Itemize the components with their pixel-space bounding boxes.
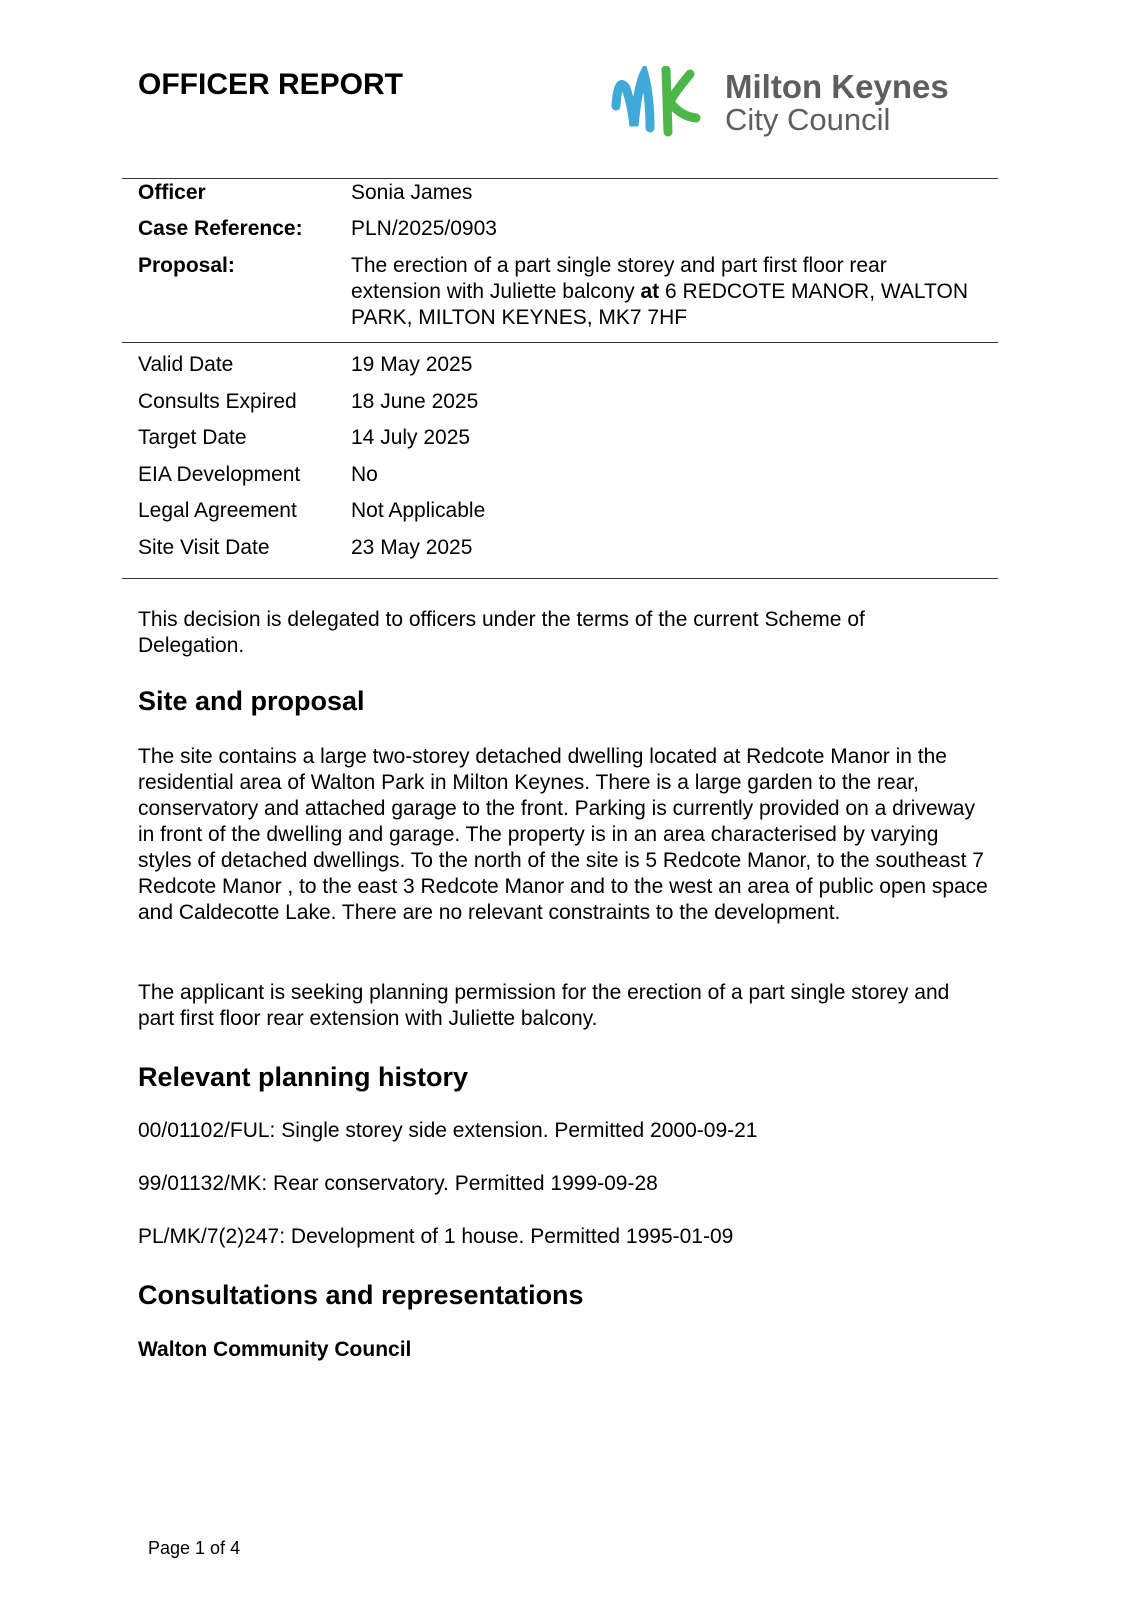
history-item: 99/01132/MK: Rear conservatory. Permitted 1999-09-28 bbox=[138, 1172, 658, 1195]
site-paragraph-2: The applicant is seeking planning permission for the erection of a part single storey and part first floor rear extension with Juliette balcony. bbox=[138, 981, 950, 1030]
document-page: OFFICER REPORT Milton Keynes City Council Officer Sonia James Case Reference: PLN/2025/0903 Proposal: The erection of a part single storey and part first floor rear extension with Juliette balcony at 6 REDCOTE MANOR, WALTON PARK, MILTON KEYNES, MK7 7HF Valid Date 19 May 2025 Consults Expired 18 June 2025 Target Date 14 July 2025 EIA Development No Legal Agreement Not Applicable Site Visit Date 23 May 2025 This decision is delegated to officers under the terms of the current Scheme of Delegation. Site and proposal The site contains a large two-storey detached dwelling located at Redcote Manor in the residential area of Walton Park in Milton Keynes. There is a large garden to the rear, conservatory and attached garage to the front. Parking is currently provided on a driveway in front of the dwelling and garage. The property is in an area characterised by varying styles of detached dwellings. To the north of the site is 5 Redcote Manor, to the southeast 7 Redcote Manor , to the east 3 Redcote Manor and to the west an area of public open space and Caldecotte Lake. There are no relevant constraints to the development. The applicant is seeking planning permission for the erection of a part single storey and part first floor rear extension with Juliette balcony. Relevant planning history 00/01102/FUL: Single storey side extension. Permitted 2000-09-21 99/01132/MK: Rear conservatory. Permitted 1999-09-28 PL/MK/7(2)247: Development of 1 house. Permitted 1995-01-09 Consultations and representations Walton Community Council Page 1 of 4 bbox=[0, 0, 1132, 1600]
divider bbox=[122, 342, 998, 343]
consultations-heading: Consultations and representations bbox=[138, 1280, 584, 1310]
council-logo bbox=[618, 66, 988, 142]
history-heading: Relevant planning history bbox=[138, 1062, 469, 1092]
logo-line1: Milton Keynes bbox=[725, 68, 949, 105]
site-paragraph-1: The site contains a large two-storey detached dwelling located at Redcote Manor in the residential area of Walton Park in Milton Keynes. There is a large garden to the rear, conservatory and attached garage to the front. Parking is currently provided on a driveway in front of the dwelling and garage. The property is in an area characterised by varying styles of detached dwellings. To the north of the site is 5 Redcote Manor, to the southeast 7 Redcote Manor , to the east 3 Redcote Manor and to the west an area of public open space and Caldecotte Lake. There are no relevant constraints to the development. bbox=[138, 745, 988, 924]
report-title: OFFICER REPORT bbox=[138, 68, 404, 101]
logo-line2: City Council bbox=[725, 102, 891, 137]
history-item: PL/MK/7(2)247: Development of 1 house. Permitted 1995-01-09 bbox=[138, 1225, 734, 1248]
mk-logo-icon bbox=[610, 66, 710, 142]
divider bbox=[122, 178, 998, 179]
history-item: 00/01102/FUL: Single storey side extension. Permitted 2000-09-21 bbox=[138, 1119, 758, 1142]
delegation-text: This decision is delegated to officers under the terms of the current Scheme of Delegation. bbox=[138, 608, 865, 657]
site-heading: Site and proposal bbox=[138, 686, 365, 716]
page-number: Page 1 of 4 bbox=[148, 1538, 241, 1558]
consultee-heading: Walton Community Council bbox=[138, 1338, 412, 1361]
proposal-text: The erection of a part single storey and part first floor rear extension with Juliette balcony at 6 REDCOTE MANOR, WALTON PARK, MILTON KEYNES, MK7 7HF bbox=[351, 254, 968, 329]
divider bbox=[122, 578, 998, 579]
